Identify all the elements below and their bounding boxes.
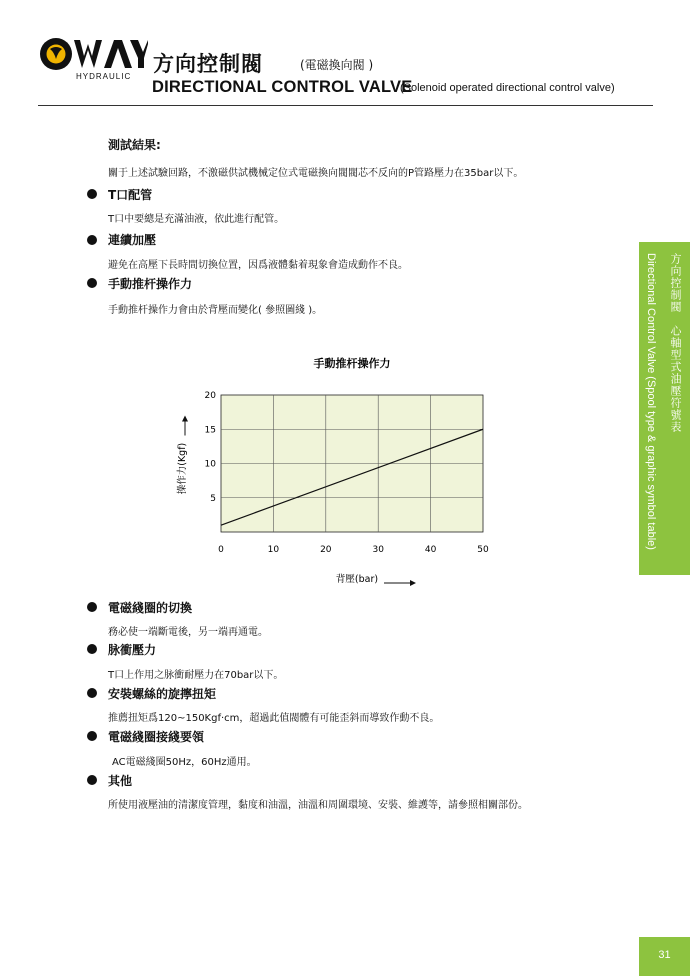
y-axis-label: 操作力(Kgf) xyxy=(177,442,188,495)
x-axis-arrowhead xyxy=(410,580,416,586)
x-tick-label: 40 xyxy=(424,545,437,555)
y-axis-arrowhead xyxy=(182,416,188,422)
bullet-icon xyxy=(87,278,97,288)
pulse-pressure-text: T口上作用之脉衝耐壓力在70bar以下。 xyxy=(108,670,284,681)
sidebar-title-en: Directional Control Valve (Spool type & graphic symbol table) xyxy=(645,253,657,550)
other-text: 所使用液壓油的清潔度管理，黏度和油溫，油溫和周圍環境、安裝、維護等，請參照相關部份。 xyxy=(108,800,528,811)
bullet-icon xyxy=(87,688,97,698)
manual-push-text: 手動推杆操作力會由於背壓而變化( 參照圖綫 )。 xyxy=(108,305,323,316)
t-port-heading: T口配管 xyxy=(108,188,153,202)
page-number: 31 xyxy=(658,949,671,961)
header-divider xyxy=(38,105,653,106)
page-subtitle-en: (Solenoid operated directional control valve) xyxy=(400,82,615,94)
coil-wiring-text: AC電磁綫圈50Hz，60Hz通用。 xyxy=(112,757,257,768)
y-tick-label: 5 xyxy=(210,493,216,504)
other-heading: 其他 xyxy=(108,774,133,788)
chart-title: 手動推杆操作力 xyxy=(313,357,391,370)
screw-torque-heading: 安裝螺絲的旋擰扭矩 xyxy=(108,687,217,701)
page-title-en: DIRECTIONAL CONTROL VALVE xyxy=(152,78,413,96)
sidebar-title-cn: 方向控制閥 心軸型式油壓符號表 xyxy=(669,253,682,433)
y-tick-label: 10 xyxy=(204,459,216,470)
y-tick-label: 15 xyxy=(204,425,216,436)
x-axis-label: 背壓(bar) xyxy=(335,574,379,585)
x-tick-label: 0 xyxy=(218,545,224,555)
x-tick-label: 30 xyxy=(372,545,384,555)
test-results-text: 關于上述試驗回路，不激磁供試機械定位式電磁換向閥閥芯不反向的P管路壓力在35bar以下。 xyxy=(108,168,524,179)
x-tick-label: 20 xyxy=(320,545,332,555)
bullet-icon xyxy=(87,235,97,245)
x-tick-label: 10 xyxy=(267,545,280,555)
page-title-cn: 方向控制閥 xyxy=(153,52,263,76)
continuous-pressure-heading: 連續加壓 xyxy=(108,233,157,247)
pulse-pressure-heading: 脉衝壓力 xyxy=(108,643,157,657)
manual-push-heading: 手動推杆操作力 xyxy=(108,277,193,291)
x-tick-label: 50 xyxy=(477,545,489,555)
screw-torque-text: 推薦扭矩爲120~150Kgf·cm，超過此值閥體有可能歪斜而導致作動不良。 xyxy=(108,713,440,724)
page-subtitle-cn: (電磁換向閥 ) xyxy=(300,58,374,72)
continuous-pressure-text: 避免在高壓下長時間切換位置，因爲液體黏着現象會造成動作不良。 xyxy=(108,260,408,271)
coil-switch-heading: 電磁綫圈的切換 xyxy=(108,601,193,615)
operating-force-chart xyxy=(160,340,520,585)
test-results-heading: 測試結果: xyxy=(108,138,161,152)
t-port-text: T口中要總是充滿油液，依此進行配管。 xyxy=(108,214,285,225)
bullet-icon xyxy=(87,602,97,612)
logo-caption: HYDRAULIC xyxy=(76,72,132,81)
bullet-icon xyxy=(87,189,97,199)
coil-switch-text: 務必使一端斷電後，另一端再通電。 xyxy=(108,627,268,638)
y-tick-label: 20 xyxy=(204,391,216,401)
bullet-icon xyxy=(87,775,97,785)
bullet-icon xyxy=(87,644,97,654)
coil-wiring-heading: 電磁綫圈接綫要領 xyxy=(108,730,205,744)
bullet-icon xyxy=(87,731,97,741)
page-number-box xyxy=(639,937,690,976)
